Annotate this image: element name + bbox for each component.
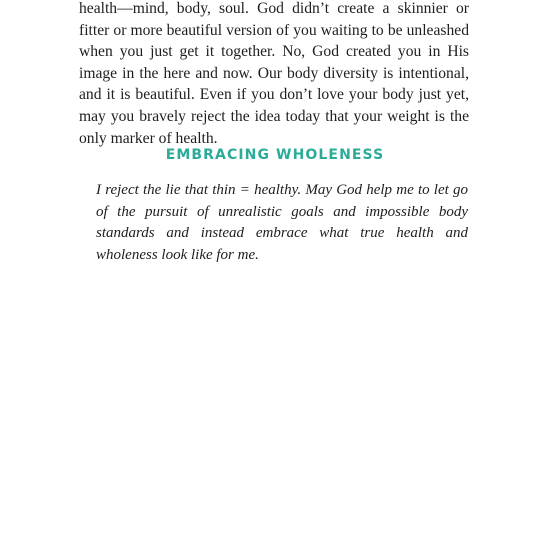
prayer-paragraph: I reject the lie that thin = healthy. May God help me to let go of the pursuit of unrealistic goals and impossible body standards and instead embrace what true health and wholeness look like for me. (96, 182, 468, 263)
section-heading: EMBRACING WHOLENESS (165, 147, 385, 163)
body-paragraph: health—mind, body, soul. God didn’t create a skinnier or fitter or more beautiful version of you waiting to be unleashed when you just get it together. No, God created you in His image in the here and now. Our body diversity is intentional, and it is beautiful. Even if you don’t love your body just yet, may you bravely reject the idea today that your weight is the only marker of health. (79, 0, 469, 147)
